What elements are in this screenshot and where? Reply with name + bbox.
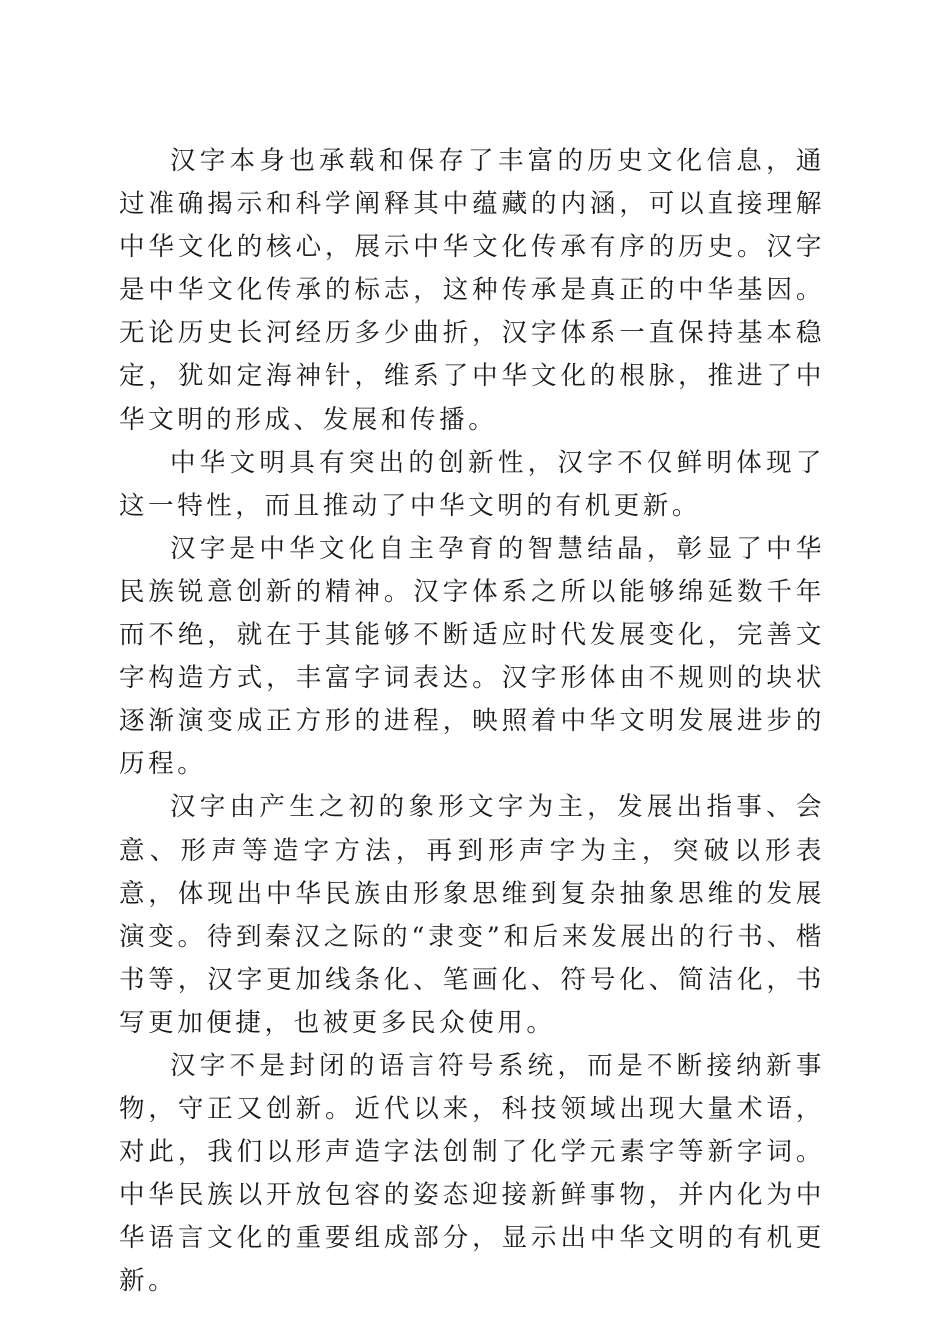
- paragraph-3: 汉字是中华文化自主孕育的智慧结晶，彰显了中华民族锐意创新的精神。汉字体系之所以能够绵延数千年而不绝，就在于其能够不断适应时代发展变化，完善文字构造方式，丰富字词表达。汉字形体由不规则的块状逐渐演变成正方形的进程，映照着中华文明发展进步的历程。: [119, 533, 825, 780]
- document-body: [119, 140, 825, 1304]
- paragraph-1: 汉字本身也承载和保存了丰富的历史文化信息，通过准确揭示和科学阐释其中蕴藏的内涵，可以直接理解中华文化的核心，展示中华文化传承有序的历史。汉字是中华文化传承的标志，这种传承是真正的中华基因。无论历史长河经历多少曲折，汉字体系一直保持基本稳定，犹如定海神针，维系了中华文化的根脉，推进了中华文明的形成、发展和传播。: [119, 146, 825, 435]
- paragraph-2: 中华文明具有突出的创新性，汉字不仅鲜明体现了这一特性，而且推动了中华文明的有机更新。: [119, 447, 825, 521]
- paragraph-5: 汉字不是封闭的语言符号系统，而是不断接纳新事物，守正又创新。近代以来，科技领域出现大量术语，对此，我们以形声造字法创制了化学元素字等新字词。中华民族以开放包容的姿态迎接新鲜事物，并内化为中华语言文化的重要组成部分，显示出中华文明的有机更新。: [119, 1050, 825, 1297]
- paragraph-4: 汉字由产生之初的象形文字为主，发展出指事、会意、形声等造字方法，再到形声字为主，突破以形表意，体现出中华民族由形象思维到复杂抽象思维的发展演变。待到秦汉之际的“隶变”和后来发展出的行书、楷书等，汉字更加线条化、笔画化、符号化、简洁化，书写更加便捷，也被更多民众使用。: [119, 792, 825, 1038]
